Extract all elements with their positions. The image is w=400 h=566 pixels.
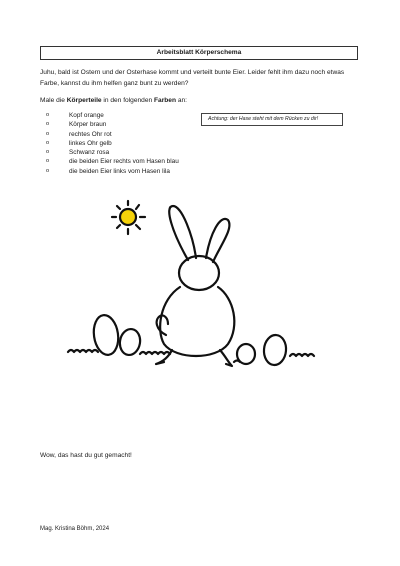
instruction-bold-body-parts: Körperteile [66, 97, 102, 104]
bullet-icon: o [46, 158, 50, 165]
bullet-icon: o [46, 112, 50, 118]
egg-icon [118, 327, 142, 356]
instruction-text [40, 96, 187, 106]
easter-bunny-illustration [60, 192, 335, 382]
bullet-icon: o [46, 139, 50, 146]
bullet-icon: o [46, 167, 50, 174]
bunny-figure [156, 206, 234, 366]
bullet-icon: o [46, 130, 50, 137]
instruction-bold-colors: Farben [154, 97, 176, 104]
bunny-body [160, 287, 234, 356]
bullet-icon: o [46, 121, 50, 128]
sun-icon [112, 201, 145, 234]
list-item: o rechtes Ohr rot [46, 130, 112, 138]
intro-text: Juhu, bald ist Ostern und der Osterhase kommt und verteilt bunte Eier. Leider fehlt ihm dazu noch etwas Farbe, kannst du ihm helfen ganz bunt zu werden? [40, 69, 345, 87]
bunny-right-leg [220, 350, 232, 366]
bunny-right-ear [206, 219, 229, 262]
bullet-icon: o [46, 149, 50, 156]
list-item: o Schwanz rosa [46, 149, 110, 157]
list-item: o linkes Ohr gelb [46, 139, 112, 147]
egg-icon [263, 334, 288, 366]
praise-text: Wow, das hast du gut gemacht! [40, 452, 132, 459]
instruction-middle: in den folgenden [101, 97, 155, 104]
author-footer: Mag. Kristina Böhm, 2024 [40, 526, 110, 532]
attention-note: Achtung: der Hase steht mit dem Rücken zu dir! [201, 113, 343, 126]
worksheet-title: Arbeitsblatt Körperschema [40, 46, 358, 60]
eggs-left [91, 314, 142, 357]
list-item: o die beiden Eier links vom Hasen lila [46, 167, 170, 175]
bunny-head [179, 256, 219, 290]
list-item: o Kopf orange [46, 112, 104, 119]
bunny-tail [157, 315, 168, 335]
instruction-suffix: an: [176, 97, 187, 104]
list-item: o die beiden Eier rechts vom Hasen blau [46, 158, 179, 166]
instruction-prefix: Male die [40, 97, 67, 104]
list-item: o Körper braun [46, 121, 107, 129]
eggs-right [237, 334, 287, 366]
bunny-left-ear [169, 206, 196, 260]
task-list [46, 111, 179, 176]
